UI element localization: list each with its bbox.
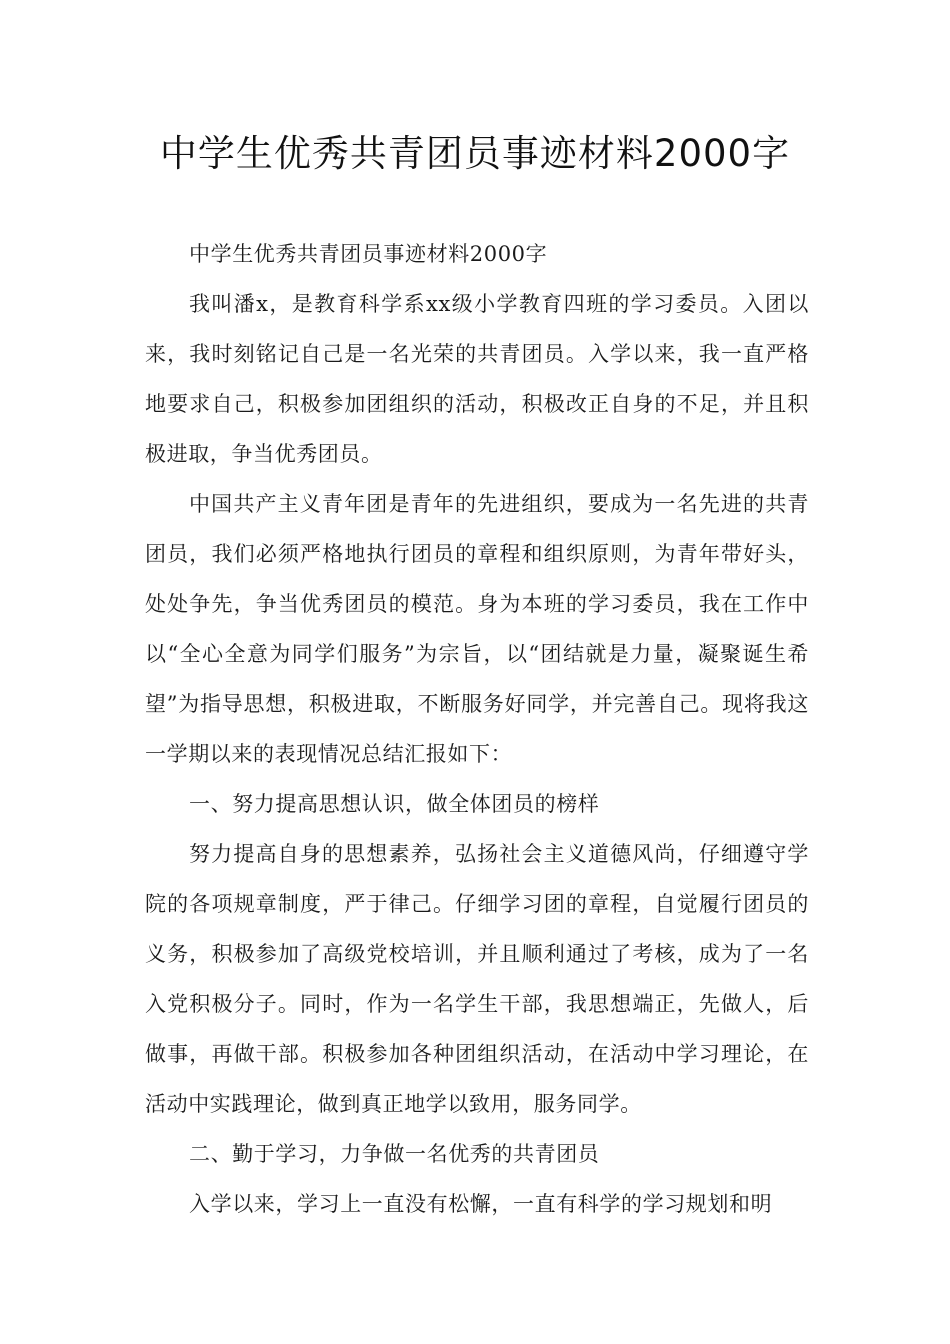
paragraph-introduction: 我叫潘x，是教育科学系xx级小学教育四班的学习委员。入团以来，我时刻铭记自己是一名光荣的共青团员。入学以来，我一直严格地要求自己，积极参加团组织的活动，积极改正自身的不足，并且积极进取，争当优秀团员。	[145, 292, 809, 466]
paragraph-study: 入学以来，学习上一直没有松懈，一直有科学的学习规划和明	[189, 1192, 773, 1216]
paragraph-league-organization: 中国共产主义青年团是青年的先进组织，要成为一名先进的共青团员，我们必须严格地执行团员的章程和组织原则，为青年带好头，处处争先，争当优秀团员的模范。身为本班的学习委员，我在工作中以“全心全意为同学们服务”为宗旨，以“团结就是力量，凝聚诞生希望”为指导思想，积极进取，不断服务好同学，并完善自己。现将我这一学期以来的表现情况总结汇报如下：	[145, 492, 809, 766]
paragraph-thought-improvement: 努力提高自身的思想素养，弘扬社会主义道德风尚，仔细遵守学院的各项规章制度，严于律己。仔细学习团的章程，自觉履行团员的义务，积极参加了高级党校培训，并且顺利通过了考核，成为了一名入党积极分子。同时，作为一名学生干部，我思想端正，先做人，后做事，再做干部。积极参加各种团组织活动，在活动中学习理论，在活动中实践理论，做到真正地学以致用，服务同学。	[145, 842, 809, 1116]
section-heading-one: 一、努力提高思想认识，做全体团员的榜样	[189, 792, 600, 816]
paragraph-subtitle: 中学生优秀共青团员事迹材料2000字	[189, 242, 548, 266]
document-body	[145, 229, 809, 1229]
document-title: 中学生优秀共青团员事迹材料2000字	[159, 132, 791, 175]
section-heading-two: 二、勤于学习，力争做一名优秀的共青团员	[189, 1142, 600, 1166]
